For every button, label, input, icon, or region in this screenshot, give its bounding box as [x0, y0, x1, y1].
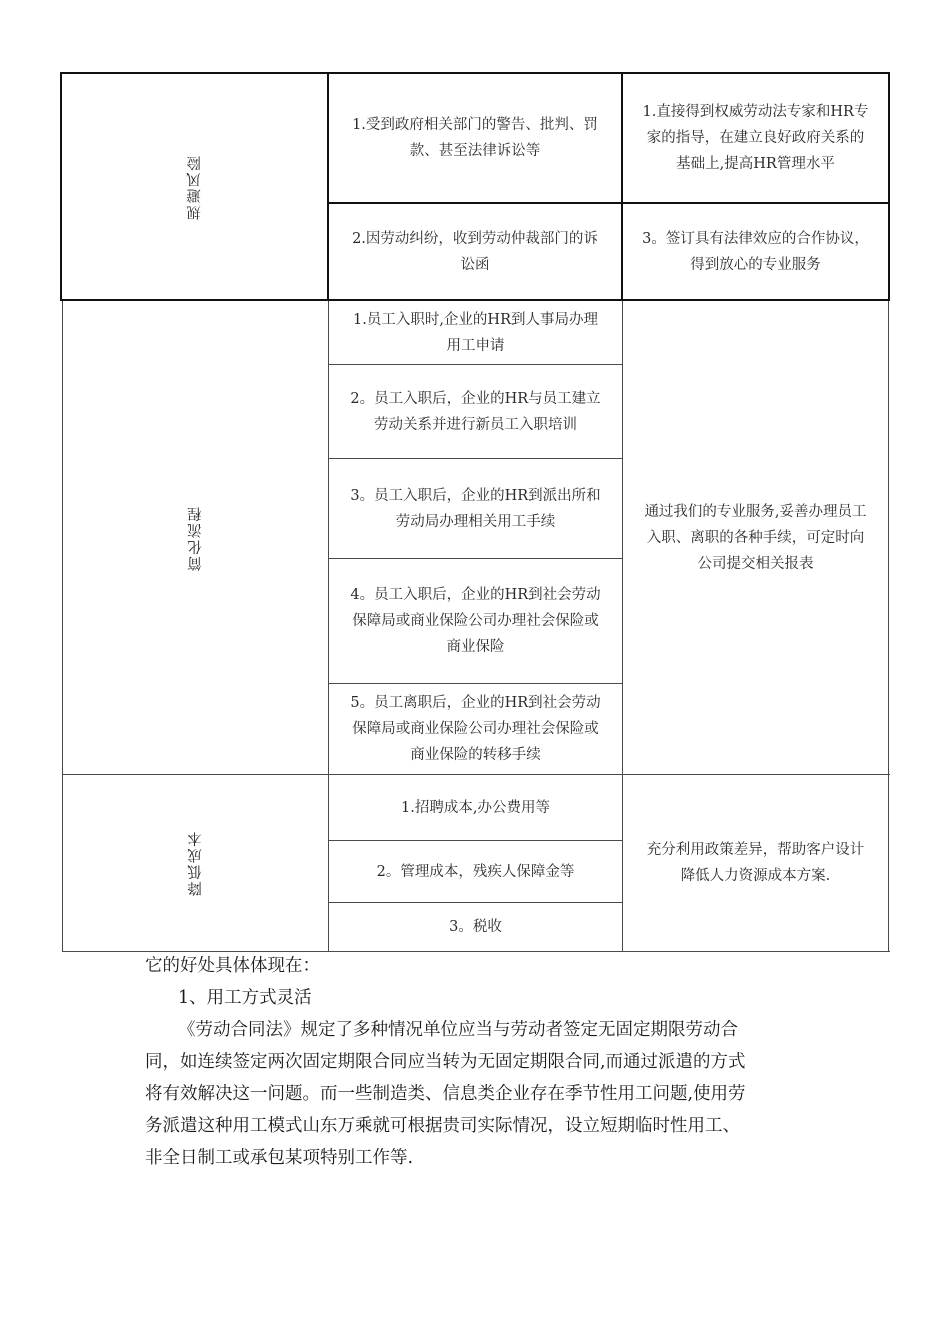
- process-benefit: 通过我们的专业服务,妥善办理员工 入职、离职的各种手续，可定时向 公司提交相关报表: [644, 503, 867, 572]
- process-item: 2。员工入职后，企业的HR与员工建立 劳动关系并进行新员工入职培训: [350, 390, 601, 433]
- process-item: 1.员工入职时,企业的HR到人事局办理 用工申请: [352, 311, 598, 354]
- risk-item: 1.受到政府相关部门的警告、批判、罚 款、甚至法律诉讼等: [352, 117, 598, 159]
- risk-benefit: 1.直接得到权威劳动法专家和HR专 家的指导，在建立良好政府关系的 基础上,提高HR管理水平: [642, 104, 869, 172]
- section-label-cost: 降低成本: [188, 830, 204, 896]
- process-item: 5。员工离职后，企业的HR到社会劳动 保障局或商业保险公司办理社会保险或 商业保险的转移手续: [350, 695, 601, 763]
- paragraph-line: 非全日制工或承包某项特别工作等.: [145, 1148, 414, 1168]
- table-right-border: [888, 301, 889, 952]
- paragraph-line: 将有效解决这一问题。而一些制造类、信息类企业存在季节性用工问题,使用劳: [145, 1084, 746, 1104]
- process-item: 3。员工入职后，企业的HR到派出所和 劳动局办理相关用工手续: [350, 487, 601, 530]
- table-right-border: [888, 72, 890, 301]
- risk-item: 2.因劳动纠纷，收到劳动仲裁部门的诉 讼函: [352, 230, 598, 273]
- process-item: 4。员工入职后，企业的HR到社会劳动 保障局或商业保险公司办理社会保险或 商业保险: [350, 587, 601, 655]
- risk-benefit: 3。签订具有法律效应的合作协议， 得到放心的专业服务: [642, 230, 869, 273]
- cost-item: 1.招聘成本,办公费用等: [401, 799, 550, 816]
- body-text: [145, 950, 825, 1174]
- intro-line: 它的好处具体体现在：: [145, 956, 320, 976]
- cost-item: 3。税收: [449, 919, 502, 935]
- section-heading: 1、用工方式灵活: [178, 988, 312, 1008]
- section-label-process: 简化流程: [188, 504, 204, 571]
- section-label-risk: 规避风险: [187, 153, 203, 220]
- paragraph-line: 《劳动合同法》规定了多种情况单位应当与劳动者签定无固定期限劳动合: [178, 1020, 738, 1040]
- paragraph-line: 同，如连续签定两次固定期限合同应当转为无固定期限合同,而通过派遣的方式: [145, 1052, 746, 1072]
- paragraph-line: 务派遣这种用工模式山东万乘就可根据贵司实际情况，设立短期临时性用工、: [145, 1116, 740, 1136]
- cost-benefit: 充分利用政策差异，帮助客户设计 降低人力资源成本方案.: [646, 842, 865, 884]
- cost-item: 2。管理成本，残疾人保障金等: [376, 863, 575, 880]
